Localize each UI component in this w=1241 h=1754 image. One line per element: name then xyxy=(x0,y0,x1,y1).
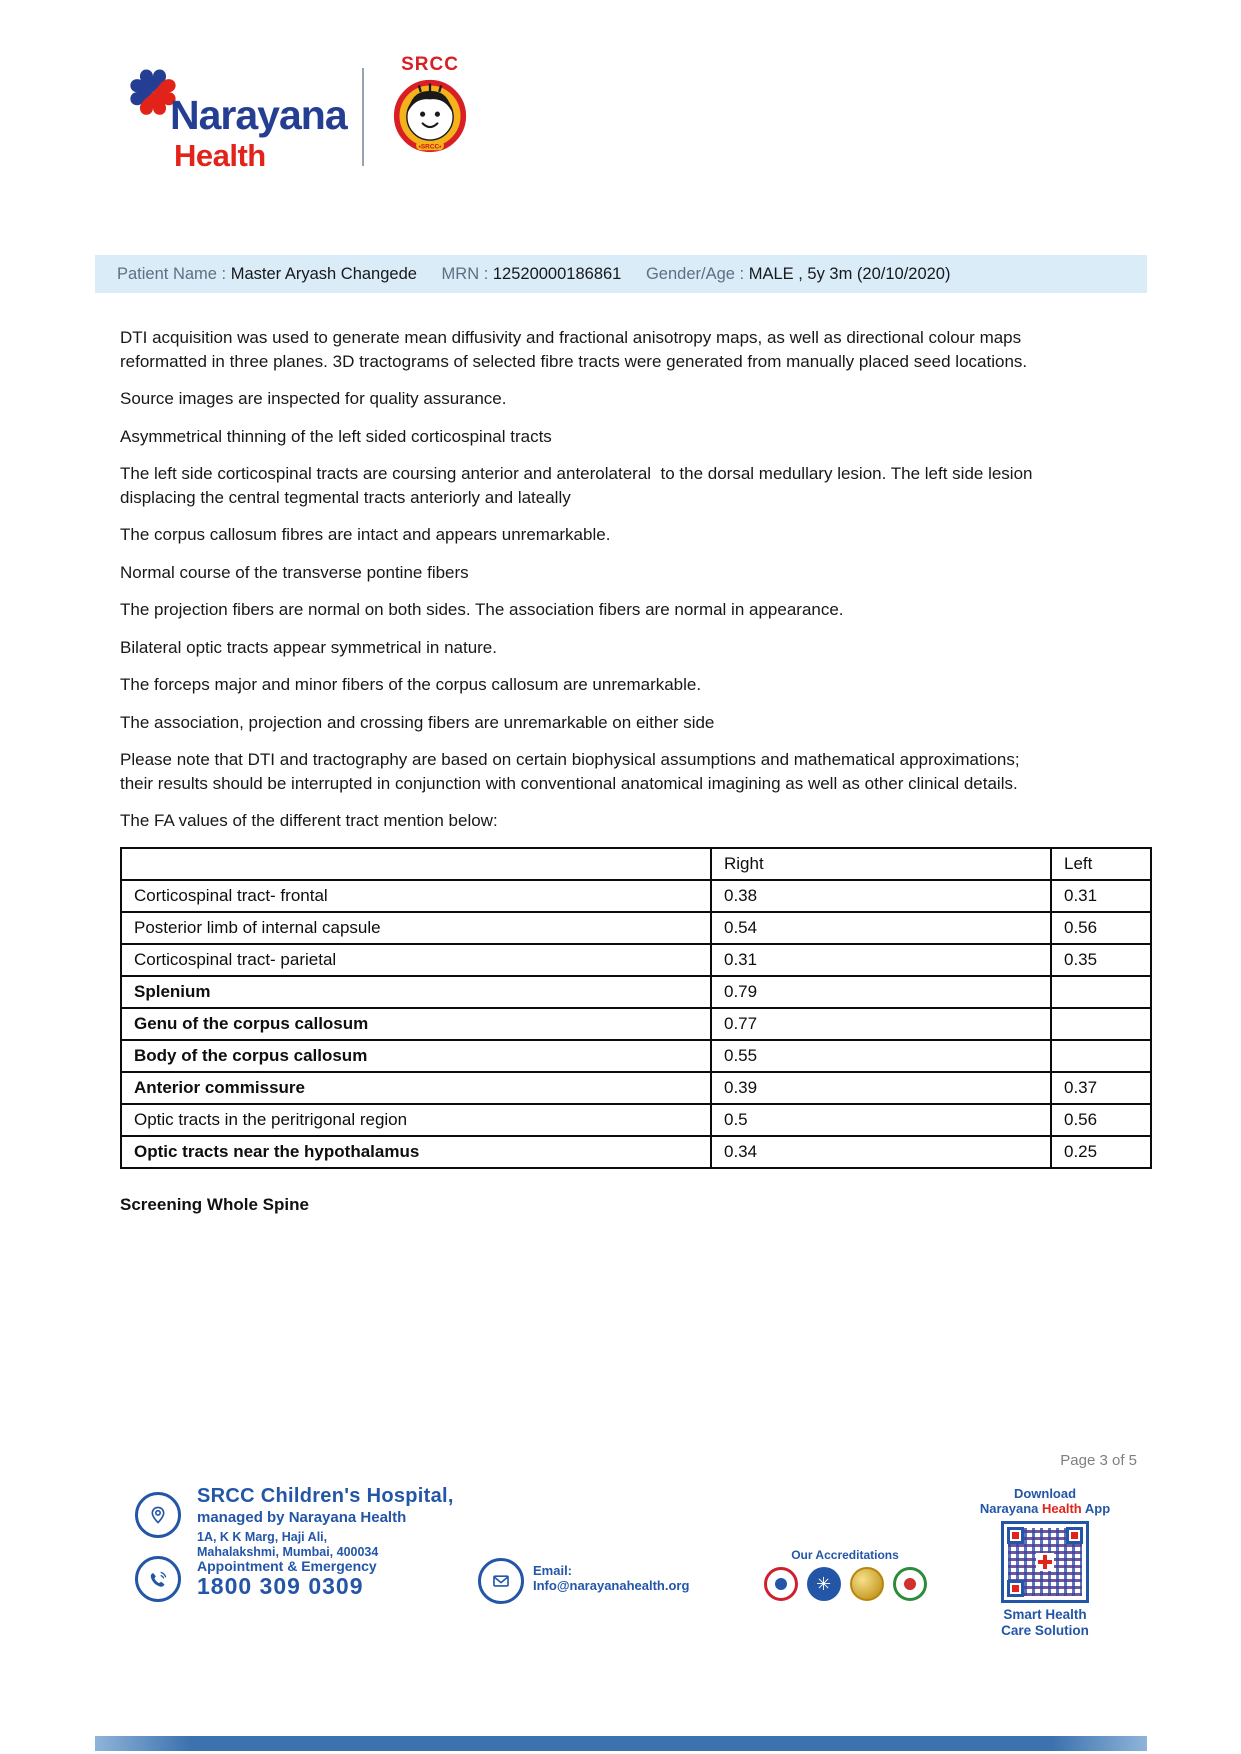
fa-right-value: 0.34 xyxy=(711,1136,1051,1168)
app-brand-narayana: Narayana xyxy=(979,1501,1042,1516)
fa-table-row xyxy=(121,1104,1151,1136)
brand-subtitle: Health xyxy=(174,138,266,173)
page-indicator: Page 3 of 5 xyxy=(1060,1452,1137,1469)
email-block xyxy=(533,1563,689,1593)
hospital-managed-by: managed by Narayana Health xyxy=(197,1509,407,1526)
fa-left-value xyxy=(1051,976,1151,1008)
app-tagline-line1: Smart Health xyxy=(1003,1607,1087,1622)
accreditation-badge: ✳ xyxy=(807,1567,841,1601)
gender-age-label: Gender/Age : xyxy=(645,265,745,283)
fa-table-row xyxy=(121,1008,1151,1040)
app-tagline-line2: Care Solution xyxy=(1001,1623,1089,1638)
fa-left-value: 0.35 xyxy=(1051,944,1151,976)
fa-row-label: Corticospinal tract- parietal xyxy=(121,944,711,976)
fa-header-empty xyxy=(121,848,711,880)
fa-left-value: 0.25 xyxy=(1051,1136,1151,1168)
accreditation-badge xyxy=(893,1567,927,1601)
fa-right-value: 0.55 xyxy=(711,1040,1051,1072)
qr-center-logo xyxy=(1036,1553,1054,1571)
fa-right-value: 0.38 xyxy=(711,880,1051,912)
report-body xyxy=(120,326,1038,833)
fa-header-right: Right xyxy=(711,848,1051,880)
fa-right-value: 0.39 xyxy=(711,1072,1051,1104)
fa-table-row xyxy=(121,1040,1151,1072)
report-paragraph: The forceps major and minor fibers of the corpus callosum are unremarkable. xyxy=(120,675,702,694)
fa-row-label: Optic tracts near the hypothalamus xyxy=(121,1136,711,1168)
hospital-address-line2: Mahalakshmi, Mumbai, 400034 xyxy=(197,1545,379,1559)
phone-number: 1800 309 0309 xyxy=(197,1573,364,1599)
mrn-label: MRN : xyxy=(441,265,489,283)
fa-right-value: 0.31 xyxy=(711,944,1051,976)
patient-name-label: Patient Name : xyxy=(117,265,227,283)
accreditations-label: Our Accreditations xyxy=(791,1548,899,1562)
fa-row-label: Optic tracts in the peritrigonal region xyxy=(121,1104,711,1136)
fa-row-label: Body of the corpus callosum xyxy=(121,1040,711,1072)
report-paragraph: Source images are inspected for quality assurance. xyxy=(120,389,507,408)
gender-age-value: MALE , 5y 3m (20/10/2020) xyxy=(748,265,951,283)
patient-name-value: Master Aryash Changede xyxy=(230,265,417,283)
fa-left-value xyxy=(1051,1008,1151,1040)
patient-info-bar xyxy=(95,255,1147,293)
report-paragraph: The projection fibers are normal on both sides. The association fibers are normal in appearance. xyxy=(120,600,844,619)
fa-right-value: 0.79 xyxy=(711,976,1051,1008)
fa-table-row xyxy=(121,1072,1151,1104)
fa-row-label: Anterior commissure xyxy=(121,1072,711,1104)
fa-row-label: Corticospinal tract- frontal xyxy=(121,880,711,912)
app-download-block xyxy=(960,1486,1130,1639)
fa-table-row xyxy=(121,880,1151,912)
accreditation-badge xyxy=(850,1567,884,1601)
srcc-face-icon xyxy=(393,79,467,153)
phone-icon xyxy=(135,1556,181,1602)
fa-row-label: Genu of the corpus callosum xyxy=(121,1008,711,1040)
logo-divider xyxy=(362,68,364,166)
svg-text:•SRCC•: •SRCC• xyxy=(418,143,442,151)
app-brand-health: Health xyxy=(1042,1501,1082,1516)
fa-table-row xyxy=(121,1136,1151,1168)
fa-table-row xyxy=(121,912,1151,944)
report-paragraph: Please note that DTI and tractography are based on certain biophysical assumptions and mathematical approximations; their results should be interrupted in conjunction with conventional anatomical imagining as well as other clinical details. xyxy=(120,750,1025,793)
accreditation-badge xyxy=(764,1567,798,1601)
email-label: Email: xyxy=(533,1563,573,1578)
report-paragraph: Bilateral optic tracts appear symmetrical in nature. xyxy=(120,637,497,657)
fa-right-value: 0.5 xyxy=(711,1104,1051,1136)
fa-row-label: Splenium xyxy=(121,976,711,1008)
accreditations-block xyxy=(740,1548,950,1601)
hospital-name: SRCC Children's Hospital, xyxy=(197,1485,454,1507)
report-paragraph: The FA values of the different tract mention below: xyxy=(120,811,498,830)
fa-right-value: 0.77 xyxy=(711,1008,1051,1040)
report-content xyxy=(120,326,1098,1215)
fa-left-value xyxy=(1051,1040,1151,1072)
location-pin-icon xyxy=(135,1492,181,1538)
fa-table-header-row xyxy=(121,848,1151,880)
fa-left-value: 0.56 xyxy=(1051,912,1151,944)
fa-left-value: 0.31 xyxy=(1051,880,1151,912)
srcc-logo xyxy=(392,54,468,158)
fa-right-value: 0.54 xyxy=(711,912,1051,944)
srcc-label: SRCC xyxy=(401,54,459,75)
fa-header-left: Left xyxy=(1051,848,1151,880)
fa-row-label: Posterior limb of internal capsule xyxy=(121,912,711,944)
phone-block xyxy=(197,1558,377,1598)
fa-table-row xyxy=(121,976,1151,1008)
fa-left-value: 0.37 xyxy=(1051,1072,1151,1104)
app-brand-app: App xyxy=(1081,1501,1111,1516)
mrn-value: 12520000186861 xyxy=(492,265,622,283)
report-paragraph: DTI acquisition was used to generate mean diffusivity and fractional anisotropy maps, as well as directional colour maps reformatted in three planes. 3D tractograms of selected fibre tracts were generated from manually placed seed locations. xyxy=(120,328,1028,371)
hospital-address-line1: 1A, K K Marg, Haji Ali, xyxy=(197,1530,328,1544)
report-paragraph: Normal course of the transverse pontine fibers xyxy=(120,562,469,582)
email-icon xyxy=(478,1558,524,1604)
brand-name: Narayana xyxy=(170,92,347,138)
report-paragraph: The association, projection and crossing fibers are unremarkable on either side xyxy=(120,712,715,732)
email-value: Info@narayanahealth.org xyxy=(533,1578,690,1593)
report-paragraph: Asymmetrical thinning of the left sided corticospinal tracts xyxy=(120,426,552,446)
appointment-label: Appointment & Emergency xyxy=(197,1558,377,1574)
app-download-label: Download xyxy=(1013,1486,1077,1501)
hospital-info xyxy=(197,1485,454,1560)
report-paragraph: The corpus callosum fibres are intact and appears unremarkable. xyxy=(120,525,611,544)
accreditation-badges xyxy=(740,1567,950,1601)
section-heading: Screening Whole Spine xyxy=(120,1194,309,1214)
bottom-accent-bar xyxy=(95,1736,1147,1751)
fa-values-table xyxy=(120,847,1152,1169)
fa-left-value: 0.56 xyxy=(1051,1104,1151,1136)
qr-code xyxy=(1001,1521,1089,1603)
report-paragraph: The left side corticospinal tracts are coursing anterior and anterolateral to the dorsal medullary lesion. The left side lesion displacing the central tegmental tracts anteriorly and lateally xyxy=(120,464,1038,507)
fa-table-row xyxy=(121,944,1151,976)
app-brand-line xyxy=(960,1501,1130,1516)
fa-table-body xyxy=(121,880,1151,1168)
